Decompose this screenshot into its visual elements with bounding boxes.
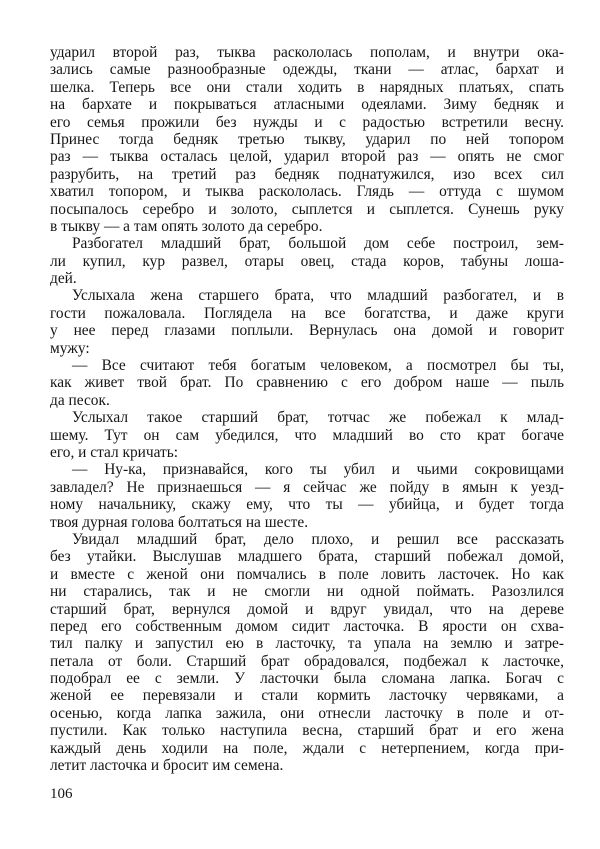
text-line: как живет твой брат. По сравнению с его добром наше — пыль: [50, 374, 564, 392]
text-line: каждый день ходили на поле, ждали с нетерпением, когда при-: [50, 739, 564, 757]
text-line: его семья прожили без нужды и с радостью встретили весну.: [50, 113, 564, 131]
text-line: шему. Тут он сам убедился, что младший во сто крат богаче: [50, 426, 564, 444]
text-line: у нее перед глазами поплыли. Вернулась она домой и говорит: [50, 322, 564, 340]
text-line: подобрал ее с земли. У ласточки была сломана лапка. Богач с: [50, 670, 564, 688]
text-line: Принес тогда бедняк третью тыкву, ударил по ней топором: [50, 130, 564, 148]
text-line: раз — тыква осталась целой, ударил второй раз — опять не смог: [50, 148, 564, 166]
text-line: ному начальнику, скажу ему, что ты — убийца, и будет тогда: [50, 496, 564, 514]
text-line: шелка. Теперь все они стали ходить в нарядных платьях, спать: [50, 78, 564, 96]
text-line: без утайки. Выслушав младшего брата, старший побежал домой,: [50, 548, 564, 566]
text-line: в тыкву — а там опять золото да серебро.: [50, 217, 323, 235]
text-line: на бархате и покрываться атласными одеялами. Зиму бедняк и: [50, 96, 564, 114]
text-line: его, и стал кричать:: [50, 443, 179, 461]
page-number: 106: [50, 786, 73, 802]
text-line: и вместе с женой они помчались в поле ловить ласточек. Но как: [50, 565, 564, 583]
text-line: мужу:: [50, 339, 90, 357]
text-line: перед его собственным домом сидит ласточка. В ярости он схва-: [50, 617, 564, 635]
text-line: осенью, когда лапка зажила, они отнесли ласточку в поле и от-: [50, 704, 564, 722]
page-body-text: [50, 44, 564, 774]
text-line: Услыхал такое старший брат, тотчас же побежал к млад-: [72, 409, 564, 427]
text-line: Разбогател младший брат, большой дом себе построил, зем-: [72, 235, 564, 253]
text-line: гости пожаловала. Поглядела на все богатства, и даже круги: [50, 304, 564, 322]
text-line: ни старались, так и не смогли ни одной поймать. Разозлился: [50, 583, 564, 601]
text-line: — Все считают тебя богатым человеком, а посмотрел бы ты,: [72, 357, 564, 375]
text-line: Услыхала жена старшего брата, что младший разбогател, и в: [72, 287, 564, 305]
text-line: да песок.: [50, 391, 110, 409]
text-line: женой ее перевязали и стали кормить ласточку червяками, а: [50, 687, 564, 705]
text-line: ударил второй раз, тыква раскололась пополам, и внутри ока-: [50, 44, 564, 61]
text-line: твоя дурная голова болтаться на шесте.: [50, 513, 309, 531]
text-line: завладел? Не признаешься — я сейчас же пойду в ямын к уезд-: [50, 478, 564, 496]
text-line: петала от боли. Старший брат обрадовался, подбежал к ласточке,: [50, 652, 564, 670]
text-line: старший брат, вернулся домой и вдруг увидал, что на дереве: [50, 600, 564, 618]
text-line: разрубить, на третий раз бедняк поднатужился, изо всех сил: [50, 165, 564, 183]
text-line: летит ласточка и бросит им семена.: [50, 757, 284, 775]
text-line: — Ну-ка, признавайся, кого ты убил и чьими сокровищами: [72, 461, 564, 479]
text-line: дей.: [50, 270, 77, 288]
text-line: тил палку и запустил ею в ласточку, та упала на землю и затре-: [50, 635, 564, 653]
text-line: хватил топором, и тыква раскололась. Глядь — оттуда с шумом: [50, 183, 564, 201]
text-line: Увидал младший брат, дело плохо, и решил все рассказать: [72, 530, 564, 548]
text-line: посыпалось серебро и золото, сыплется и сыплется. Сунешь руку: [50, 200, 564, 218]
text-line: пустили. Как только наступила весна, старший брат и его жена: [50, 722, 564, 740]
text-line: ли купил, кур развел, отары овец, стада коров, табуны лоша-: [50, 252, 564, 270]
text-line: зались самые разнообразные одежды, ткани — атлас, бархат и: [50, 61, 564, 79]
